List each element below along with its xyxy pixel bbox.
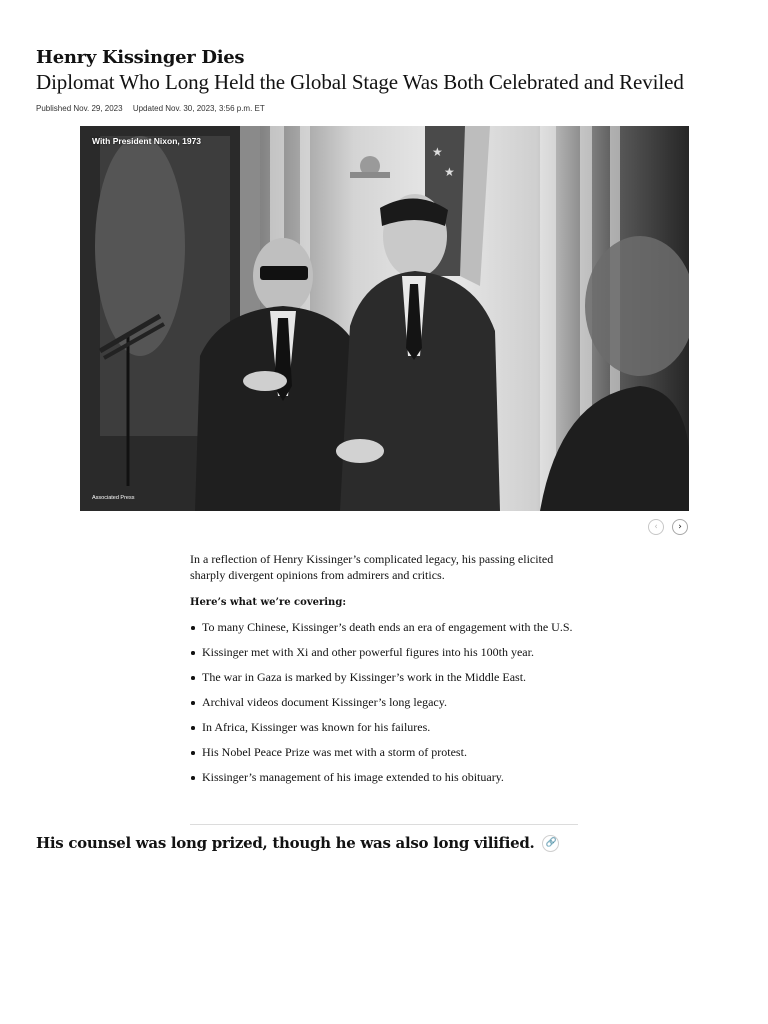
svg-text:★: ★: [444, 165, 455, 179]
photo-credit: Associated Press: [92, 495, 135, 501]
photo-illustration: [80, 126, 689, 511]
summary-paragraph: In a reflection of Henry Kissinger’s complicated legacy, his passing elicited sharply divergent opinions from admirers and critics.: [190, 552, 554, 582]
lead-photo: [80, 126, 689, 511]
section-heading-row: [36, 834, 559, 852]
photo-caption: With President Nixon, 1973: [92, 136, 202, 146]
carousel-next-button[interactable]: [672, 519, 688, 535]
covering-item[interactable]: Archival videos document Kissinger’s long legacy.: [190, 695, 578, 711]
covering-list: [190, 620, 578, 786]
link-icon: 🔗: [545, 838, 557, 848]
covering-item[interactable]: His Nobel Peace Prize was met with a storm of protest.: [190, 745, 578, 761]
article-headline: Diplomat Who Long Held the Global Stage Was Both Celebrated and Reviled: [36, 70, 684, 94]
section-heading: His counsel was long prized, though he was also long vilified.: [36, 834, 535, 852]
covering-item[interactable]: To many Chinese, Kissinger’s death ends an era of engagement with the U.S.: [190, 620, 578, 636]
copy-link-button[interactable]: [542, 835, 559, 852]
article-summary-block: [190, 552, 578, 795]
article-kicker[interactable]: Henry Kissinger Dies: [36, 47, 245, 68]
covering-item[interactable]: The war in Gaza is marked by Kissinger’s work in the Middle East.: [190, 670, 578, 686]
covering-item[interactable]: In Africa, Kissinger was known for his failures.: [190, 720, 578, 736]
article-dateline: [36, 104, 265, 113]
published-date: Published Nov. 29, 2023: [36, 104, 123, 113]
chevron-left-icon: ‹: [654, 521, 658, 532]
covering-heading: Here’s what we’re covering:: [190, 597, 347, 608]
updated-date: Updated Nov. 30, 2023, 3:56 p.m. ET: [132, 104, 265, 113]
svg-text:★: ★: [432, 145, 443, 159]
covering-item[interactable]: Kissinger met with Xi and other powerful figures into his 100th year.: [190, 645, 578, 661]
carousel-prev-button[interactable]: [648, 519, 664, 535]
section-divider: [190, 824, 578, 825]
covering-item[interactable]: Kissinger’s management of his image extended to his obituary.: [190, 770, 578, 786]
chevron-right-icon: ›: [678, 521, 682, 532]
